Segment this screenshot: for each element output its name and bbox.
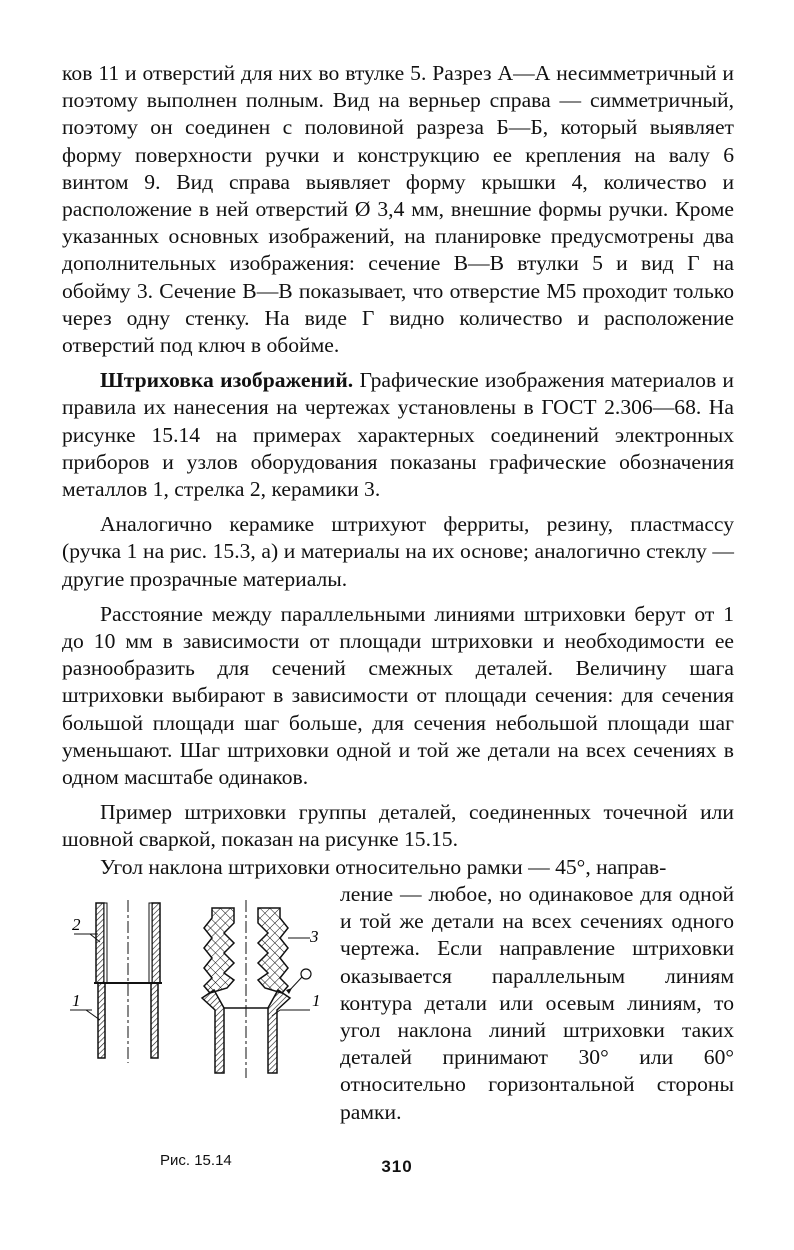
hatching-drawing: [62, 898, 352, 1148]
label-3: 3: [310, 926, 319, 946]
label-1-right: 1: [312, 990, 321, 1010]
figure-caption: Рис. 15.14: [160, 1151, 232, 1169]
paragraph-angle-first-line: Угол наклона штриховки относительно рамки — 45°, направ-: [100, 854, 667, 879]
paragraph-continued: ков 11 и отверстий для них во втулке 5. Разрез А—А несимметричный и поэтому выполнен полным. Вид на верньер справа — симметричный, поэтому он соединен с половиной разреза Б—Б, который выявляет форму поверхности ручки и конструкцию ее крепления на валу 6 винтом 9. Вид справа выявляет форму крышки 4, количество и расположение в ней отверстий Ø 3,4 мм, внешние формы ручки. Кроме указанных основных изображений, на планировке предусмотрены два дополнительных изображения: сечение В—В втулки 5 и вид Г на обойму 3. Сечение В—В показывает, что отверстие М5 проходит только через одну стенку. На виде Г видно количество и расположение отверстий под ключ в обойме.: [62, 61, 734, 358]
label-1-left: 1: [72, 990, 81, 1010]
right-bellows-drawing: [202, 900, 311, 1078]
section-lead: Штриховка изображений.: [100, 368, 354, 393]
page-number: 310: [381, 1157, 413, 1176]
paragraph-angle-rest: ление — любое, но одинаковое для одной и той же детали на всех сечениях одного чертежа. Если направление штриховки оказывается параллельным линиям контура детали или осевым линиям, то угол наклона линий штриховки таких деталей принимают 30° или 60° относительно горизонтальной стороны рамки.: [340, 881, 734, 1124]
paragraph-spacing: Расстояние между параллельными линиями штриховки берут от 1 до 10 мм в зависимости от площади штриховки и необходимости ее разнообразить для сечений смежных деталей. Величину шага штриховки выбирают в зависимости от площади сечения: для сечения большой площади шаг больше, для сечения небольшой площади шаг уменьшают. Шаг штриховки одной и той же детали на всех сечениях в одном масштабе одинаков.: [62, 601, 734, 790]
paragraph-hatching: [62, 367, 734, 503]
paragraph-ceramics: Аналогично керамике штрихуют ферриты, резину, пластмассу (ручка 1 на рис. 15.3, а) и материалы на их основе; аналогично стеклу — другие прозрачные материалы.: [62, 512, 734, 591]
left-tube-drawing: [70, 900, 162, 1063]
paragraph-welding: Пример штриховки группы деталей, соединенных точечной или шовной сваркой, показан на рисунке 15.15.: [62, 800, 734, 852]
figure-15-14: [62, 898, 352, 1169]
section-text: Графические изображения материалов и правила их нанесения на чертежах установлены в ГОСТ 2.306—68. На рисунке 15.14 на примерах характерных соединений электронных приборов и узлов оборудования показаны графические обозначения металлов 1, стрелка 2, керамики 3.: [62, 368, 734, 502]
label-2: 2: [72, 914, 81, 934]
